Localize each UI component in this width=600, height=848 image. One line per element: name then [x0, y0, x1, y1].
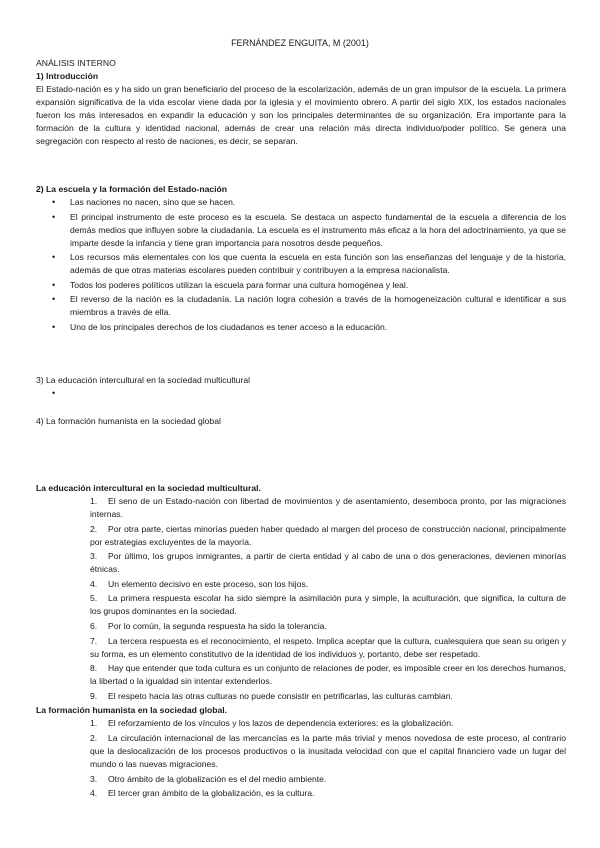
list-item: • Todos los poderes políticos utilizan la escuela para formar una cultura homogénea y leal. [36, 279, 566, 292]
list-item: 7. La tercera respuesta es el reconocimiento, el respeto. Implica aceptar que la cultura, cualesquiera que sean su origen y su forma, es un elemento constitutivo de la identidad de los individuos y, portanto, debe ser respetado. [90, 635, 566, 659]
intercultural-section [36, 482, 566, 802]
list-item: 9. El respeto hacia las otras culturas no puede consistir en petrificarlas, las culturas cambian. [90, 690, 453, 701]
section2 [36, 183, 566, 335]
list-item-empty [36, 387, 566, 400]
section2-title: 2) La escuela y la formación del Estado-nación [36, 184, 228, 194]
list-item: 3. Por último, los grupos inmigrantes, a partir de cierta entidad y al cabo de una o dos generaciones, devienen minorías étnicas. [90, 551, 566, 575]
list-item: • Los recursos más elementales con los que cuenta la escuela en esta función son las enseñanzas del lenguaje y de la historia, además de que otras materias escolares pueden contribuir y contribuyen a la empresa nacionalista. [36, 251, 566, 277]
section1-body: El Estado-nación es y ha sido un gran beneficiario del proceso de la escolarización, además de un gran impulsor de la escuela. La primera expansión significativa de la vida escolar viene dada por la iglesia y el movimiento obrero. A partir del siglo XIX, los estados nacionales fueron los más interesados en expandir la educación y son los principales determinantes de su organización. Era importante para la formación de la cultura y identidad nacional, además de crear una relación más directa individuo/poder político. Se genera una segregación con respecto al resto de naciones, es decir, se separan. [36, 84, 566, 146]
list-item: 8. Hay que entender que toda cultura es un conjunto de relaciones de poder, es imposible creer en los derechos humanos, la libertad o la igualdad sin intentar extenderlos. [90, 663, 566, 687]
list-item: 1. El seno de un Estado-nación con libertad de movimientos y de asentamiento, desemboca pronto, por las migraciones internas. [90, 496, 566, 519]
section-analysis [36, 57, 566, 148]
humanist-list [36, 717, 566, 800]
intercultural-list [36, 495, 566, 703]
section3-title: 3) La educación intercultural en la sociedad multicultural [36, 375, 251, 385]
list-item: 4. El tercer gran ámbito de la globalización, es la cultura. [90, 788, 315, 799]
list-item: 2. Por otra parte, ciertas minorías pueden haber quedado al margen del proceso de construcción nacional, principalmente por estrategias excluyentes de la mayoría. [90, 523, 566, 547]
section1-title: 1) Introducción [36, 71, 99, 81]
list-item: • El reverso de la nación es la ciudadanía. La nación logra cohesión a través de la homogeneización cultural e identificar a sus miembros a través de ella. [36, 293, 566, 319]
list-item: • El principal instrumento de este proceso es la escuela. Se destaca un aspecto fundamental de la escuela a diferencia de los demás medios que influyen sobre la ciudadanía. La escuela es el instrumento más eficaz a la hora del adoctrinamiento, ya que se imparte desde la infancia y tiene gran importancia para nosotros desde pequeños. [36, 211, 566, 250]
list-item: 6. Por lo común, la segunda respuesta ha sido la tolerancia. [90, 620, 327, 631]
section3-bullet-list [36, 387, 566, 400]
humanist-title: La formación humanista en la sociedad global. [36, 705, 228, 716]
list-item: • Uno de los principales derechos de los ciudadanos es tener acceso a la educación. [36, 321, 566, 334]
list-item: 5. La primera respuesta escolar ha sido siempre la asimilación pura y simple, la aculturación, que significa, la cultura de los grupos dominantes en la sociedad. [90, 593, 566, 617]
analysis-title: ANÁLISIS INTERNO [36, 58, 116, 68]
list-item: 4. Un elemento decisivo en este proceso, son los hijos. [90, 578, 309, 589]
document-header: FERNÁNDEZ ENGUITA, M (2001) [231, 38, 369, 48]
list-item: 1. El reforzamiento de los vínculos y los lazos de dependencia exteriores: es la globalización. [90, 718, 454, 729]
list-item: • Las naciones no nacen, sino que se hacen. [36, 196, 566, 209]
section4-title: 4) La formación humanista en la sociedad global [36, 416, 221, 426]
list-item: 2. La circulación internacional de las mercancías es la parte más trivial y menos novedosa de este proceso, al contrario que la deslocalización de los procesos productivos o la inusitada velocidad con que el capital financiero vade un lugar del mundo o las nuevas migraciones. [90, 732, 566, 769]
section4 [36, 415, 566, 428]
intercultural-title: La educación intercultural en la sociedad multicultural. [36, 483, 261, 493]
list-item: 3. Otro ámbito de la globalización es el del medio ambiente. [90, 773, 327, 784]
section2-bullet-list [36, 196, 566, 334]
section3 [36, 374, 566, 402]
